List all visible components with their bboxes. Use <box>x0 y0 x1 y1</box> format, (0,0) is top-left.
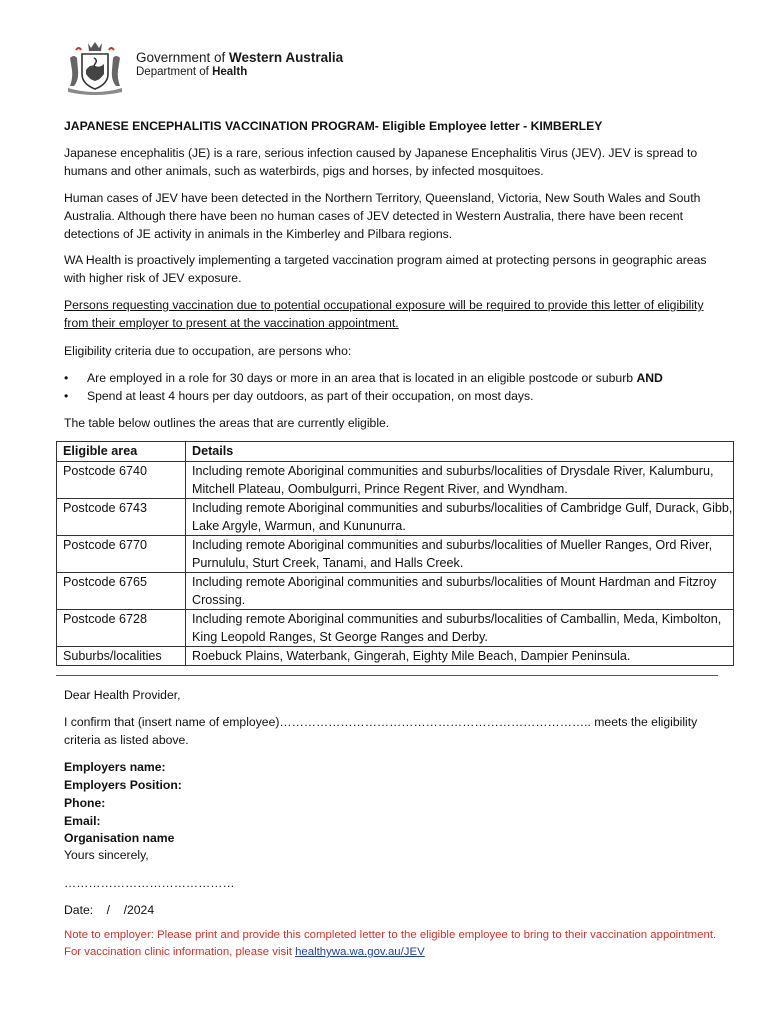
divider <box>56 675 718 676</box>
criteria-intro: Eligibility criteria due to occupation, are persons who: <box>64 344 352 358</box>
area-cell: Postcode 6728 <box>57 610 186 647</box>
criteria-list <box>64 369 724 405</box>
column-header-details: Details <box>186 442 734 462</box>
cases-paragraph: Human cases of JEV have been detected in the Northern Territory, Queensland, Victoria, New South Wales and South Australia. Although there have been no human cases of JEV detected in Western Australia, there have been recent detections of JE activity in animals in the Kimberley and Pilbara regions. <box>64 191 701 241</box>
eligible-areas-table <box>56 441 734 666</box>
employee-name-blank[interactable]: ………………………………………………………………….. <box>279 715 591 729</box>
employer-note: Note to employer: Please print and provide this completed letter to the eligible employee to bring to their vaccination appointment. For vaccination clinic information, please visit healthywa.wa.gov.au/JEV <box>64 929 717 958</box>
details-cell: Including remote Aboriginal communities and suburbs/localities of Camballin, Meda, Kimbolton, King Leopold Ranges, St George Ranges and Derby. <box>186 610 734 647</box>
area-cell: Suburbs/localities <box>57 647 186 666</box>
criteria-item: • Spend at least 4 hours per day outdoors, as part of their occupation, on most days. <box>64 387 724 405</box>
area-cell: Postcode 6770 <box>57 536 186 573</box>
details-cell: Roebuck Plains, Waterbank, Gingerah, Eighty Mile Beach, Dampier Peninsula. <box>186 647 734 666</box>
table-row <box>57 647 734 666</box>
employer-name-label: Employers name: <box>64 760 166 774</box>
table-row <box>57 499 734 536</box>
salutation: Dear Health Provider, <box>64 688 181 702</box>
wa-coat-of-arms-icon <box>64 40 126 96</box>
table-header-row <box>57 442 734 462</box>
confirmation-statement: I confirm that (insert name of employee)………………………………………………………………….. meets the eligibility criteria as listed above. <box>64 715 698 747</box>
document-title: JAPANESE ENCEPHALITIS VACCINATION PROGRAM- Eligible Employee letter - KIMBERLEY <box>64 119 603 133</box>
column-header-area: Eligible area <box>57 442 186 462</box>
program-paragraph: WA Health is proactively implementing a targeted vaccination program aimed at protecting persons in geographic areas with higher risk of JEV exposure. <box>64 253 707 285</box>
date-line[interactable]: Date: / /2024 <box>64 903 155 917</box>
criteria-item: • Are employed in a role for 30 days or more in an area that is located in an eligible postcode or suburb AND <box>64 369 724 387</box>
signature-line[interactable]: …………………………………… <box>64 876 235 890</box>
details-cell: Including remote Aboriginal communities and suburbs/localities of Drysdale River, Kalumburu, Mitchell Plateau, Oombulgurri, Prince Regent River, and Wyndham. <box>186 462 734 499</box>
letterhead <box>64 40 364 96</box>
org-name: Government of Western Australia <box>136 50 344 65</box>
intro-paragraph: Japanese encephalitis (JE) is a rare, serious infection caused by Japanese Encephalitis Virus (JEV). JEV is spread to humans and other animals, such as waterbirds, pigs and horses, by infected mosquitoes. <box>64 146 698 178</box>
table-intro: The table below outlines the areas that are currently eligible. <box>64 416 390 430</box>
requirement-paragraph: Persons requesting vaccination due to potential occupational exposure will be required to provide this letter of eligibility from their employer to present at the vaccination appointment. <box>64 298 704 330</box>
table-row <box>57 573 734 610</box>
employer-position-label: Employers Position: <box>64 778 182 792</box>
table-row <box>57 536 734 573</box>
table-row <box>57 610 734 647</box>
area-cell: Postcode 6740 <box>57 462 186 499</box>
phone-label: Phone: <box>64 796 106 810</box>
area-cell: Postcode 6765 <box>57 573 186 610</box>
details-cell: Including remote Aboriginal communities and suburbs/localities of Mount Hardman and Fitzroy Crossing. <box>186 573 734 610</box>
details-cell: Including remote Aboriginal communities and suburbs/localities of Cambridge Gulf, Durack, Gibb, Lake Argyle, Warmun, and Kununurra. <box>186 499 734 536</box>
department-name: Department of Health <box>136 66 248 78</box>
area-cell: Postcode 6743 <box>57 499 186 536</box>
email-label: Email: <box>64 814 101 828</box>
closing: Yours sincerely, <box>64 848 149 862</box>
details-cell: Including remote Aboriginal communities and suburbs/localities of Mueller Ranges, Ord River, Purnululu, Sturt Creek, Tanami, and Halls Creek. <box>186 536 734 573</box>
table-row <box>57 462 734 499</box>
healthywa-link[interactable]: healthywa.wa.gov.au/JEV <box>295 946 425 958</box>
organisation-label: Organisation name <box>64 831 175 845</box>
